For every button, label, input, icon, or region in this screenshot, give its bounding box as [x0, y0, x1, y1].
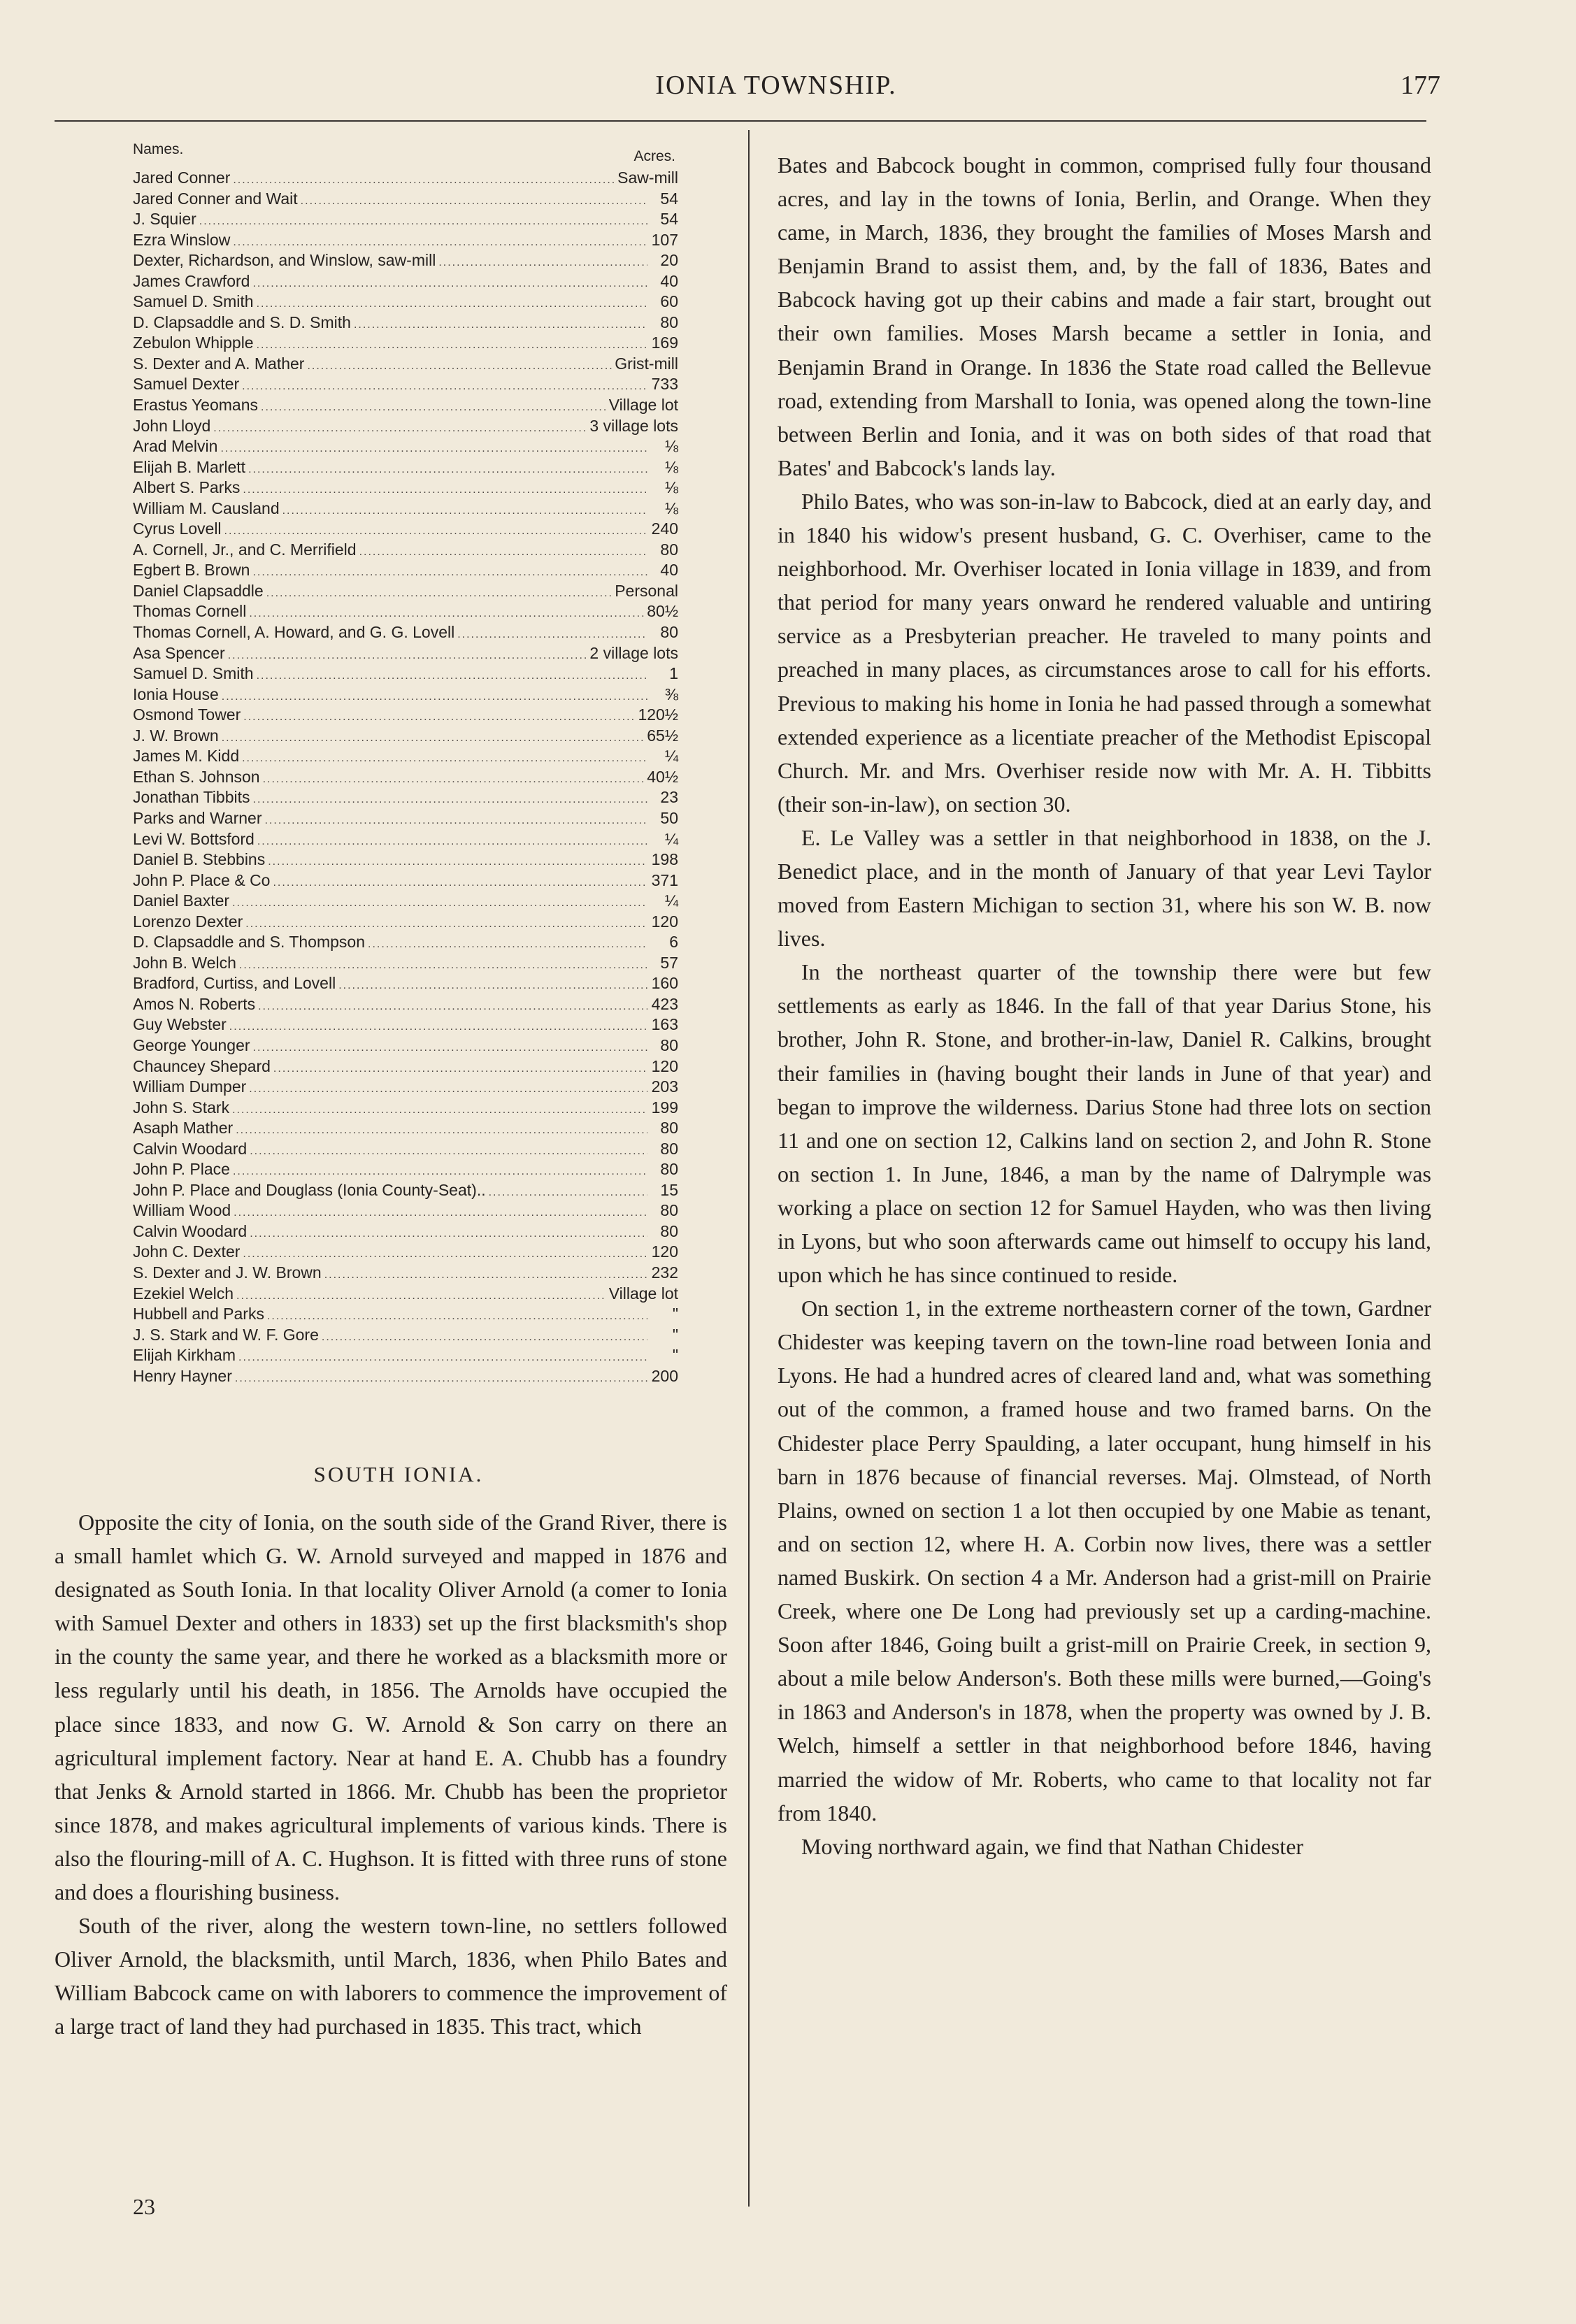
dot-leader — [199, 211, 647, 232]
dot-leader — [265, 810, 648, 831]
land-holder-row — [133, 829, 678, 850]
holder-name: William M. Causland — [133, 498, 280, 517]
holder-name: Lorenzo Dexter — [133, 912, 243, 931]
dot-leader — [257, 294, 647, 315]
land-list-header — [133, 141, 678, 166]
land-holders-list — [133, 168, 678, 1386]
land-holder-row — [133, 1035, 678, 1056]
land-holder-row — [133, 1284, 678, 1305]
holder-name: Dexter, Richardson, and Winslow, saw-mill — [133, 251, 436, 270]
holder-name: A. Cornell, Jr., and C. Merrifield — [133, 540, 357, 559]
holder-acres: 80 — [660, 1160, 678, 1179]
holder-acres: 57 — [660, 953, 678, 972]
paragraph: Opposite the city of Ionia, on the south side of the Grand River, there is a small hamlet which G. W. Arnold surveyed and mapped in 1876 and designated as South Ionia. In that locality Oliver Arnold (a comer to Ionia with Samuel Dexter and others in 1833) set up the first blacksmith's shop in the county the same year, and there he worked as a blacksmith more or less regularly until his death, in 1856. The Arnolds have occupied the place since 1833, and now G. W. Arnold & Son carry on there an agricultural implement factory. Near at hand E. A. Chubb has a foundry that Jenks & Arnold started in 1866. Mr. Chubb has been the proprietor since 1878, and makes agricultural implements of various kinds. There is also the flouring-mill of A. C. Hughson. It is fitted with three runs of stone and does a flourishing business. — [55, 1509, 727, 1905]
holder-name: George Younger — [133, 1035, 250, 1054]
holder-name: James M. Kidd — [133, 747, 240, 766]
holder-acres: 80½ — [647, 602, 678, 621]
land-holder-row — [133, 478, 678, 498]
holder-name: Daniel B. Stebbins — [133, 850, 266, 869]
holder-acres: Personal — [615, 581, 678, 600]
land-holder-row — [133, 622, 678, 643]
holder-acres: 54 — [660, 189, 678, 208]
holder-name: Samuel D. Smith — [133, 292, 254, 311]
land-holder-row — [133, 416, 678, 437]
holder-acres: ¼ — [664, 829, 678, 848]
dot-leader — [220, 438, 647, 459]
dot-leader — [338, 975, 647, 996]
holder-acres: 80 — [660, 540, 678, 559]
land-holder-row — [133, 1242, 678, 1263]
dot-leader — [261, 397, 606, 418]
holder-name: William Dumper — [133, 1077, 247, 1096]
land-holder-row — [133, 333, 678, 354]
holder-name: Jared Conner and Wait — [133, 189, 298, 208]
holder-acres: 200 — [651, 1366, 678, 1385]
holder-acres: 107 — [651, 230, 678, 249]
holder-acres: Saw-mill — [617, 168, 678, 187]
running-head — [112, 70, 1440, 112]
holder-acres: 3 village lots — [589, 416, 678, 435]
land-holder-row — [133, 395, 678, 416]
dot-leader — [213, 418, 587, 439]
land-holder-row — [133, 209, 678, 230]
holder-name: Osmond Tower — [133, 705, 241, 724]
holder-acres: ¼ — [664, 747, 678, 766]
dot-leader — [267, 1306, 647, 1327]
dot-leader — [232, 1100, 647, 1121]
dot-leader — [258, 996, 647, 1017]
dot-leader — [257, 335, 647, 356]
land-holder-row — [133, 994, 678, 1015]
dot-leader — [232, 893, 647, 914]
holder-acres: 169 — [651, 333, 678, 352]
land-holder-row — [133, 787, 678, 808]
holder-acres: 198 — [651, 850, 678, 869]
right-column-text — [778, 148, 1431, 1863]
holder-name: James Crawford — [133, 271, 250, 290]
dot-leader — [253, 789, 647, 810]
land-holder-row — [133, 1221, 678, 1242]
dot-leader — [257, 666, 647, 687]
land-holder-row — [133, 1056, 678, 1077]
land-holder-row — [133, 560, 678, 581]
paragraph: On section 1, in the extreme northeastern corner of the town, Gardner Chidester was keeping tavern on the town-line road between Ionia and Lyons. He had a hundred acres of cleared land and, what was something out of the common, a framed house and two framed barns. On the Chidester place Perry Spaulding, a later occupant, hung himself in his barn in 1876 because of financial reverses. Maj. Olmstead, of North Plains, owned on section 1 a lot then occupied by one Mabie as tenant, and on section 12, where H. A. Corbin now lives, there was a settler named Buskirk. On section 4 a Mr. Anderson had a grist-mill on Prairie Creek, where one De Long had previously set up a carding-machine. Soon after 1846, Going built a grist-mill on Prairie Creek, in section 9, about a mile below Anderson's. Both these mills were burned,—Going's in 1863 and Anderson's in 1878, when the property was owned by J. B. Welch, himself a settler in that neighborhood before 1846, having married the widow of Mr. Roberts, who came to that locality not far from 1840. — [778, 1296, 1431, 1826]
section-heading: SOUTH IONIA. — [313, 1462, 484, 1486]
dot-leader — [245, 914, 647, 935]
holder-name: Daniel Clapsaddle — [133, 581, 264, 600]
dot-leader — [228, 645, 587, 666]
holder-acres: ⅛ — [664, 437, 678, 456]
dot-leader — [243, 480, 647, 501]
holder-name: John P. Place and Douglass (Ionia County-Seat).. — [133, 1180, 486, 1199]
holder-name: J. W. Brown — [133, 726, 219, 745]
dot-leader — [324, 1265, 647, 1286]
dot-leader — [354, 315, 647, 336]
land-holder-row — [133, 292, 678, 313]
land-holder-row — [133, 540, 678, 561]
holder-acres: 120½ — [638, 705, 678, 724]
dot-leader — [249, 1079, 647, 1100]
holder-acres: 80 — [660, 1119, 678, 1138]
land-holder-row — [133, 1118, 678, 1139]
dot-leader — [233, 170, 615, 191]
holder-name: John P. Place — [133, 1160, 230, 1179]
holder-name: Cyrus Lovell — [133, 519, 222, 538]
dot-leader — [266, 583, 613, 604]
holder-name: S. Dexter and J. W. Brown — [133, 1263, 322, 1282]
holder-name: J. S. Stark and W. F. Gore — [133, 1325, 319, 1344]
dot-leader — [239, 955, 647, 976]
holder-name: Jonathan Tibbits — [133, 788, 250, 807]
land-holder-row — [133, 230, 678, 251]
dot-leader — [243, 1244, 647, 1265]
holder-name: Henry Hayner — [133, 1366, 232, 1385]
dot-leader — [263, 769, 645, 790]
dot-leader — [235, 1368, 647, 1389]
holder-acres: 120 — [651, 912, 678, 931]
paragraph: In the northeast quarter of the township there were but few settlements as early as 1846. In the fall of that year Darius Stone, his brother, John R. Stone, and brother-in-law, Daniel R. Calkins, brought their families in (having bought their lands in June of that year) and began to improve the wilderness. Darius Stone had three lots on section 11 and one on section 12, Calkins land on section 2, and John R. Stone on section 1. In June, 1846, a man by the name of Dalrymple was working a place on section 12 for Samuel Hayden, who was then living in Lyons, but who soon afterwards came out himself to occupy his land, upon which he has since continued to reside. — [778, 959, 1431, 1288]
dot-leader — [229, 1017, 647, 1038]
paragraph: E. Le Valley was a settler in that neighborhood in 1838, on the J. Benedict place, and in the month of January of that year Levi Taylor moved from Eastern Michigan to section 31, where his son W. B. now lives. — [778, 824, 1431, 952]
holder-name: Asaph Mather — [133, 1119, 234, 1138]
dot-leader — [242, 376, 647, 397]
holder-acres: " — [672, 1346, 678, 1365]
holder-acres: 120 — [651, 1242, 678, 1261]
holder-acres: 15 — [660, 1180, 678, 1199]
land-holder-row — [133, 870, 678, 891]
land-holder-row — [133, 581, 678, 602]
holder-name: Amos N. Roberts — [133, 994, 256, 1013]
holder-acres: Grist-mill — [615, 354, 678, 373]
continued-paragraph: Bates and Babcock bought in common, comprised fully four thousand acres, and lay in the towns of Ionia, Berlin, and Orange. When they came, in March, 1836, they brought the families of Moses Marsh and Benjamin Brand to assist them, and, by the fall of 1836, Bates and Babcock having got up their cabins and made a fair start, brought out their own families. Moses Marsh became a settler in Ionia, and Benjamin Brand in Orange. In 1836 the State road called the Bellevue road, extending from Marshall to Ionia, was opened along the town-line between Berlin and Ionia, and it was on both sides of that road that Bates' and Babcock's lands lay. — [778, 152, 1431, 480]
holder-acres: 1 — [669, 664, 678, 683]
land-holder-row — [133, 1139, 678, 1160]
holder-acres: Village lot — [608, 1284, 678, 1303]
dot-leader — [301, 191, 647, 212]
holder-acres: 733 — [651, 375, 678, 394]
names-column-heading: Names. — [133, 141, 184, 157]
land-holder-row — [133, 1200, 678, 1221]
holder-name: Egbert B. Brown — [133, 561, 250, 580]
land-holder-row — [133, 1077, 678, 1098]
holder-name: John C. Dexter — [133, 1242, 241, 1261]
land-holder-row — [133, 1014, 678, 1035]
holder-name: Albert S. Parks — [133, 478, 241, 497]
signature-mark: 23 — [133, 2194, 155, 2219]
holder-acres: 40½ — [647, 767, 678, 786]
land-holder-row — [133, 436, 678, 457]
holder-name: Thomas Cornell, A. Howard, and G. G. Lovell — [133, 623, 455, 642]
dot-leader — [489, 1182, 647, 1203]
land-holder-row — [133, 849, 678, 870]
dot-leader — [368, 934, 647, 955]
holder-name: Ionia House — [133, 684, 219, 703]
land-holder-row — [133, 1098, 678, 1119]
holder-name: Ethan S. Johnson — [133, 767, 260, 786]
holder-acres: 40 — [660, 561, 678, 580]
page-title: IONIA TOWNSHIP. — [655, 71, 897, 100]
holder-name: Parks and Warner — [133, 808, 262, 827]
holder-name: D. Clapsaddle and S. D. Smith — [133, 313, 351, 331]
land-holder-row — [133, 808, 678, 829]
holder-name: Levi W. Bottsford — [133, 829, 255, 848]
land-holder-row — [133, 498, 678, 519]
holder-name: Erastus Yeomans — [133, 396, 259, 415]
land-holder-row — [133, 705, 678, 726]
land-holder-row — [133, 374, 678, 395]
holder-name: John P. Place & Co — [133, 870, 271, 889]
holder-acres: 80 — [660, 623, 678, 642]
holder-name: Guy Webster — [133, 1015, 227, 1034]
holder-acres: ⅜ — [664, 684, 678, 703]
dot-leader — [257, 831, 647, 852]
holder-acres: ⅛ — [664, 457, 678, 476]
dot-leader — [222, 687, 647, 708]
page-number: 177 — [1401, 71, 1440, 100]
land-holder-row — [133, 168, 678, 189]
holder-name: Samuel D. Smith — [133, 664, 254, 683]
holder-acres: 80 — [660, 1201, 678, 1220]
holder-name: Bradford, Curtiss, and Lovell — [133, 974, 336, 993]
holder-name: Ezekiel Welch — [133, 1284, 234, 1303]
holder-name: Asa Spencer — [133, 643, 225, 662]
dot-leader — [238, 1347, 647, 1368]
holder-acres: 23 — [660, 788, 678, 807]
holder-acres: 80 — [660, 1035, 678, 1054]
land-holder-row — [133, 1366, 678, 1387]
land-holder-row — [133, 1263, 678, 1284]
holder-acres: 60 — [660, 292, 678, 311]
holder-acres: 80 — [660, 313, 678, 331]
dot-leader — [233, 1161, 647, 1182]
holder-acres: 80 — [660, 1221, 678, 1240]
holder-name: Arad Melvin — [133, 437, 218, 456]
holder-acres: ¼ — [664, 891, 678, 910]
holder-name: Hubbell and Parks — [133, 1305, 264, 1324]
dot-leader — [234, 1203, 647, 1224]
holder-name: Chauncey Shepard — [133, 1056, 271, 1075]
dot-leader — [359, 542, 647, 563]
dot-leader — [250, 1224, 647, 1245]
land-holder-row — [133, 1325, 678, 1346]
land-holder-row — [133, 664, 678, 684]
holder-acres: 2 village lots — [589, 643, 678, 662]
holder-acres: ⅛ — [664, 498, 678, 517]
holder-acres: " — [672, 1305, 678, 1324]
dot-leader — [243, 707, 635, 728]
land-holder-row — [133, 1159, 678, 1180]
holder-acres: 40 — [660, 271, 678, 290]
holder-name: John Lloyd — [133, 416, 211, 435]
land-holder-row — [133, 767, 678, 788]
holder-name: Thomas Cornell — [133, 602, 247, 621]
holder-name: Calvin Woodard — [133, 1221, 248, 1240]
holder-acres: 54 — [660, 210, 678, 229]
land-holder-row — [133, 1304, 678, 1325]
land-holder-row — [133, 973, 678, 994]
dot-leader — [282, 501, 647, 522]
dot-leader — [273, 873, 647, 894]
holder-name: Elijah B. Marlett — [133, 457, 246, 476]
holder-acres: " — [672, 1325, 678, 1344]
holder-acres: 240 — [651, 519, 678, 538]
holder-name: Daniel Baxter — [133, 891, 230, 910]
land-holder-row — [133, 519, 678, 540]
land-holder-row — [133, 684, 678, 705]
dot-leader — [242, 748, 647, 769]
holder-acres: 371 — [651, 870, 678, 889]
dot-leader — [268, 852, 647, 873]
holder-name: John S. Stark — [133, 1098, 230, 1117]
dot-leader — [224, 521, 647, 542]
land-holder-row — [133, 726, 678, 747]
land-holder-row — [133, 601, 678, 622]
land-holder-row — [133, 189, 678, 210]
land-holder-row — [133, 354, 678, 375]
holder-acres: 120 — [651, 1056, 678, 1075]
holder-name: D. Clapsaddle and S. Thompson — [133, 933, 365, 952]
holder-acres: ⅛ — [664, 478, 678, 497]
holder-acres: 50 — [660, 808, 678, 827]
holder-name: Zebulon Whipple — [133, 333, 254, 352]
paragraph: Moving northward again, we find that Nathan Chidester — [801, 1833, 1304, 1859]
holder-name: John B. Welch — [133, 953, 236, 972]
holder-name: Elijah Kirkham — [133, 1346, 236, 1365]
dot-leader — [249, 603, 644, 624]
dot-leader — [233, 232, 647, 253]
holder-name: Samuel Dexter — [133, 375, 240, 394]
land-holder-row — [133, 746, 678, 767]
dot-leader — [438, 252, 647, 273]
land-holder-row — [133, 457, 678, 478]
holder-acres: 65½ — [647, 726, 678, 745]
land-holder-row — [133, 313, 678, 333]
holder-acres: 203 — [651, 1077, 678, 1096]
land-holder-row — [133, 932, 678, 953]
land-holder-row — [133, 891, 678, 912]
dot-leader — [253, 1038, 647, 1059]
holder-acres: 160 — [651, 974, 678, 993]
land-holder-row — [133, 912, 678, 933]
holder-acres: 423 — [651, 994, 678, 1013]
column-rule — [748, 130, 750, 2207]
land-holder-row — [133, 643, 678, 664]
holder-name: Jared Conner — [133, 168, 231, 187]
dot-leader — [236, 1120, 647, 1141]
land-holder-row — [133, 250, 678, 271]
acres-column-heading: Acres. — [633, 148, 675, 164]
holder-name: William Wood — [133, 1201, 231, 1220]
holder-acres: 6 — [669, 933, 678, 952]
land-holder-row — [133, 953, 678, 974]
dot-leader — [307, 356, 612, 377]
holder-name: Calvin Woodard — [133, 1139, 248, 1158]
dot-leader — [252, 273, 647, 294]
dot-leader — [273, 1059, 647, 1079]
dot-leader — [236, 1286, 606, 1307]
left-column-text — [55, 1505, 727, 2044]
holder-acres: 20 — [660, 251, 678, 270]
holder-acres: 232 — [651, 1263, 678, 1282]
holder-acres: 163 — [651, 1015, 678, 1034]
dot-leader — [457, 624, 647, 645]
dot-leader — [248, 459, 647, 480]
dot-leader — [250, 1141, 647, 1162]
paragraph: Philo Bates, who was son-in-law to Babcock, died at an early day, and in 1840 his widow's present husband, G. C. Overhiser, came to the neighborhood. Mr. Overhiser located in Ionia village in 1839, and from that period for many years onward he rendered valuable and untiring service as a Presbyterian preacher. He traveled to many points and preached in many places, as circumstances arose to call for his efforts. Previous to making his home in Ionia he had passed through a somewhat extended experience as a licentiate preacher of the Methodist Episcopal Church. Mr. and Mrs. Overhiser reside now with Mr. A. H. Tibbitts (their son-in-law), on section 30. — [778, 488, 1431, 817]
land-holder-row — [133, 271, 678, 292]
land-holder-row — [133, 1180, 678, 1201]
header-rule — [55, 120, 1426, 122]
holder-acres: 199 — [651, 1098, 678, 1117]
holder-name: Ezra Winslow — [133, 230, 231, 249]
dot-leader — [252, 562, 647, 583]
holder-acres: 80 — [660, 1139, 678, 1158]
holder-name: S. Dexter and A. Mather — [133, 354, 305, 373]
holder-acres: Village lot — [608, 396, 678, 415]
paragraph: South of the river, along the western town-line, no settlers followed Oliver Arnold, the blacksmith, until March, 1836, when Philo Bates and William Babcock came on with laborers to commence the improvement of a large tract of land they had purchased in 1835. This tract, which — [55, 1913, 727, 2039]
dot-leader — [322, 1327, 647, 1348]
dot-leader — [222, 728, 645, 749]
holder-name: J. Squier — [133, 210, 196, 229]
land-holder-row — [133, 1345, 678, 1366]
